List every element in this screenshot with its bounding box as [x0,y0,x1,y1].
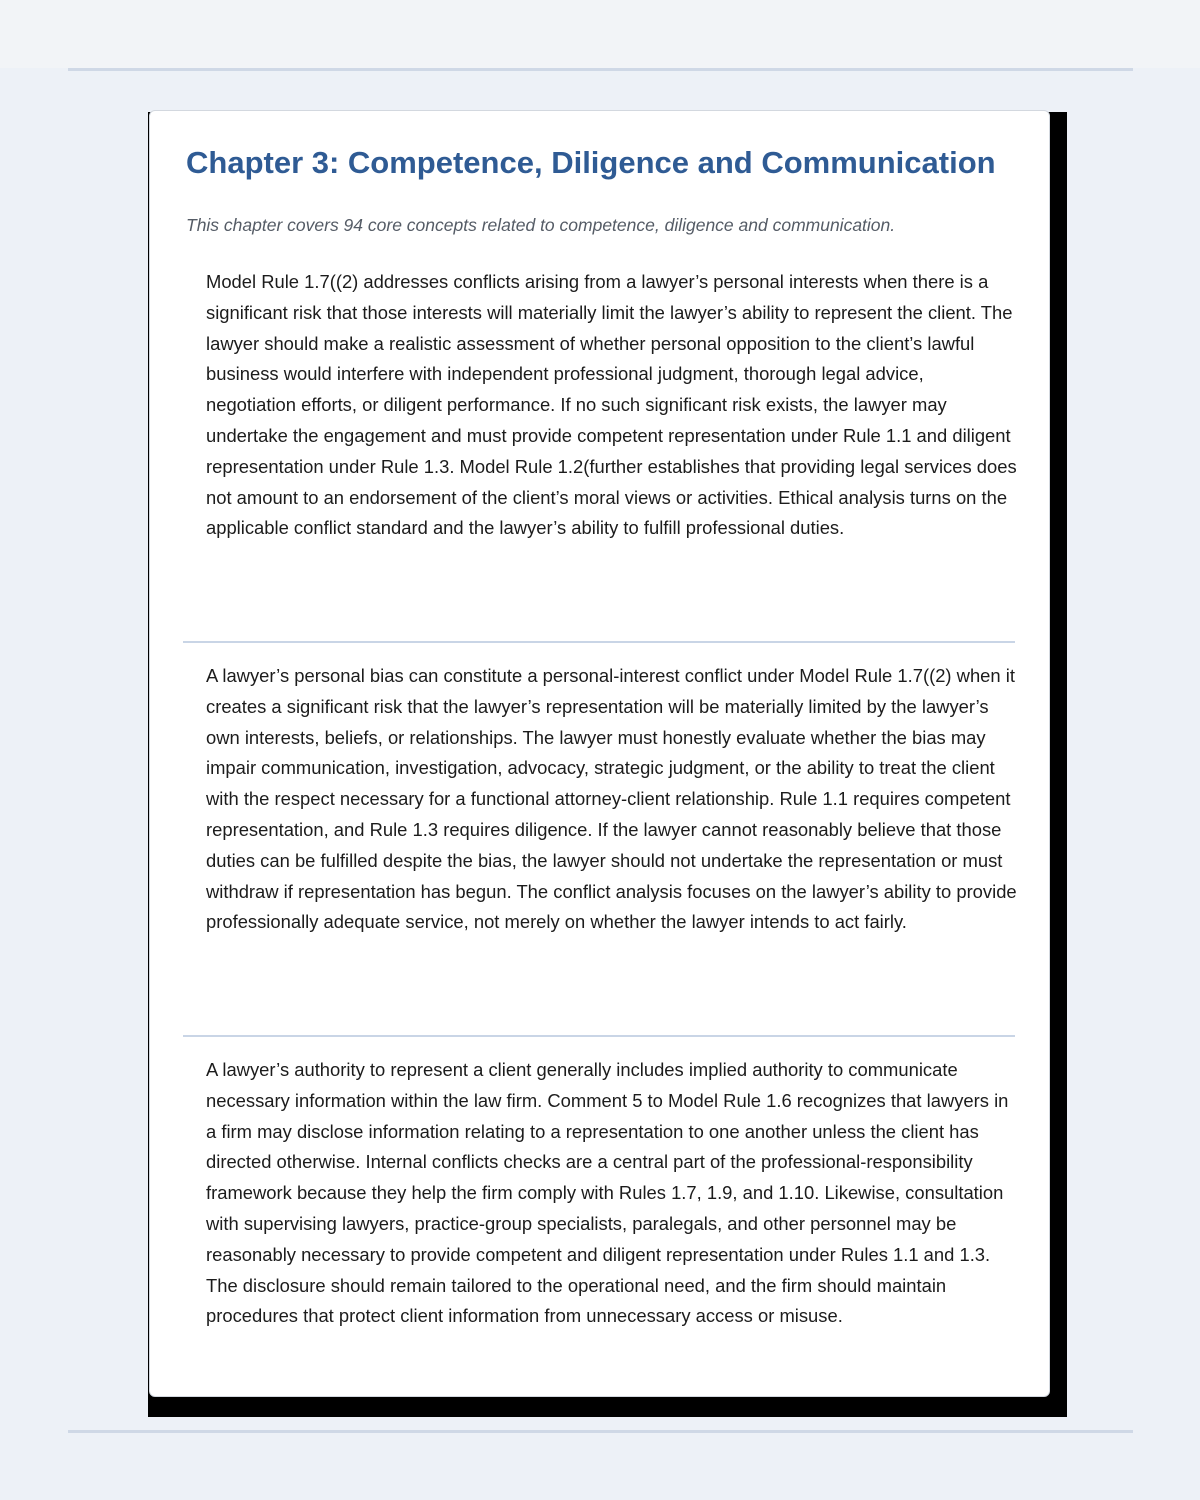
top-band [0,0,1200,68]
top-divider [68,68,1133,71]
chapter-title: Chapter 3: Competence, Diligence and Communication [186,145,996,180]
bottom-divider [68,1430,1133,1433]
paragraph-2: A lawyer’s personal bias can constitute a personal-interest conflict under Model Rule 1.7((2) when it creates a significant risk that the lawyer’s representation will be materially limited by the lawyer’s own interests, beliefs, or relationships. The lawyer must honestly evaluate whether the bias may impair communication, investigation, advocacy, strategic judgment, or the ability to treat the client with the respect necessary for a functional attorney-client relationship. Rule 1.1 requires competent representation, and Rule 1.3 requires diligence. If the lawyer cannot reasonably believe that those duties can be fulfilled despite the bias, the lawyer should not undertake the representation or must withdraw if representation has begun. The conflict analysis focuses on the lawyer’s ability to provide professionally adequate service, not merely on whether the lawyer intends to act fairly. [206,665,1017,933]
section-divider [183,641,1015,643]
paragraph-1: Model Rule 1.7((2) addresses conflicts arising from a lawyer’s personal interests when there is a significant risk that those interests will materially limit the lawyer’s ability to represent the client. The lawyer should make a realistic assessment of whether personal opposition to the client’s lawful business would interfere with independent professional judgment, thorough legal advice, negotiation efforts, or diligent performance. If no such significant risk exists, the lawyer may undertake the engagement and must provide competent representation under Rule 1.1 and diligent representation under Rule 1.3. Model Rule 1.2(further establishes that providing legal services does not amount to an endorsement of the client’s moral views or activities. Ethical analysis turns on the applicable conflict standard and the lawyer’s ability to fulfill professional duties. [206,271,1017,539]
document-page [149,110,1050,1397]
paragraph-3: A lawyer’s authority to represent a client generally includes implied authority to communicate necessary information within the law firm. Comment 5 to Model Rule 1.6 recognizes that lawyers in a firm may disclose information relating to a representation to one another unless the client has directed otherwise. Internal conflicts checks are a central part of the professional-responsibility framework because they help the firm comply with Rules 1.7, 1.9, and 1.10. Likewise, consultation with supervising lawyers, practice-group specialists, paralegals, and other personnel may be reasonably necessary to provide competent and diligent representation under Rules 1.1 and 1.3. The disclosure should remain tailored to the operational need, and the firm should maintain procedures that protect client information from unnecessary access or misuse. [206,1059,1009,1327]
section-divider [183,1035,1015,1037]
chapter-intro: This chapter covers 94 core concepts related to competence, diligence and communication. [186,215,896,235]
